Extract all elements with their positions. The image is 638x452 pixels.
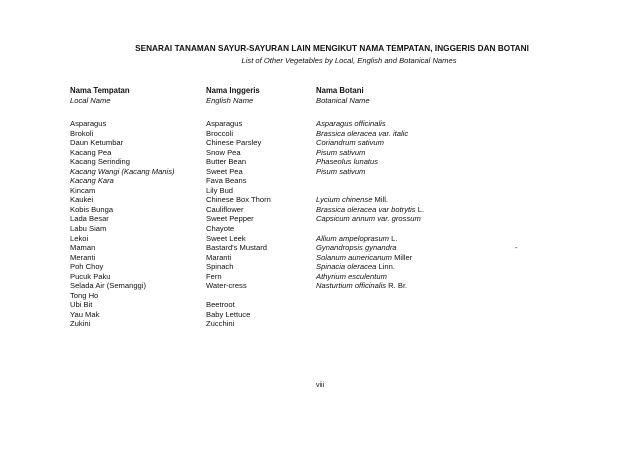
botanical-name-cell (316, 272, 424, 282)
local-name-cell: Kacang Pea (70, 147, 112, 157)
botanical-italic-text: Phaseolus lunatus (316, 157, 379, 167)
local-name-cell: Maman (70, 243, 96, 253)
column-subheader-botanical: Botanical Name (316, 96, 370, 105)
english-name-cell: Lily Bud (206, 185, 234, 195)
botanical-name-cell (316, 319, 424, 329)
local-name-cell: Lada Besar (70, 214, 109, 224)
botanical-name-column (316, 119, 424, 329)
botanical-name-cell (316, 224, 424, 234)
english-name-cell: Baby Lettuce (206, 309, 251, 319)
local-name-cell: Meranti (70, 252, 96, 262)
english-name-cell: Zucchini (206, 319, 235, 329)
local-name-cell: Kincam (70, 185, 96, 195)
english-name-cell: Butter Bean (206, 157, 247, 167)
botanical-name-cell (316, 138, 424, 148)
botanical-italic-text: Lycium chinense (316, 195, 373, 205)
botanical-italic-text: Spinacia oleracea (316, 262, 377, 272)
english-name-cell: Spinach (206, 262, 234, 272)
botanical-italic-text: Nasturtium officinalis (316, 281, 387, 291)
local-name-cell: Ubi Bit (70, 300, 93, 310)
column-header-english: Nama Inggeris (206, 86, 260, 95)
botanical-name-cell (316, 234, 424, 244)
botanical-name-cell (316, 253, 424, 263)
local-name-cell: Brokoli (70, 128, 94, 138)
column-header-local: Nama Tempatan (70, 86, 130, 95)
botanical-name-cell (316, 214, 424, 224)
local-name-cell: Tong Ho (70, 290, 99, 300)
botanical-italic-text: Allium ampeloprasum (316, 233, 390, 243)
botanical-name-cell (316, 157, 424, 167)
english-name-cell: Fava Beans (206, 176, 247, 186)
botanical-name-cell (316, 300, 424, 310)
local-name-column (70, 119, 175, 329)
english-name-cell: Beetroot (206, 300, 235, 310)
botanical-name-cell (316, 129, 424, 139)
column-subheader-local: Local Name (70, 96, 111, 105)
page-subtitle: List of Other Vegetables by Local, English and Botanical Names (241, 56, 457, 65)
botanical-italic-text: Pisum sativum (316, 147, 366, 157)
stray-mark: - (515, 243, 518, 252)
local-name-cell: Poh Choy (70, 262, 104, 272)
botanical-name-cell (316, 119, 424, 129)
botanical-italic-text: Brassica oleracea var. italic (316, 128, 409, 138)
column-header-botanical: Nama Botani (316, 86, 364, 95)
english-name-cell: Chayote (206, 224, 235, 234)
local-name-cell: Kobis Bunga (70, 204, 114, 214)
botanical-author-text: Miller (391, 252, 413, 262)
english-name-cell: Chinese Parsley (206, 138, 262, 148)
english-name-cell: Sweet Pea (206, 166, 243, 176)
english-name-cell: Cauliflower (206, 204, 244, 214)
english-name-cell: Asparagus (206, 119, 243, 128)
column-subheader-english: English Name (206, 96, 254, 105)
local-name-cell: Zukini (70, 319, 91, 329)
local-name-cell: Selada Air (Semanggi) (70, 281, 146, 291)
botanical-author-text: Mill. (372, 195, 389, 205)
page-number: viii (316, 382, 325, 389)
local-name-cell: Pucuk Paku (70, 271, 111, 281)
english-name-cell: Chinese Box Thorn (206, 195, 271, 205)
english-name-cell: Water-cress (206, 281, 247, 291)
botanical-name-cell (316, 148, 424, 158)
local-name-cell: Kacang Serinding (70, 157, 130, 167)
botanical-italic-text: Coriandrum sativum (316, 138, 384, 148)
english-name-cell: Maranti (206, 252, 232, 262)
local-name-cell: Labu Siam (70, 224, 107, 234)
botanical-name-cell (316, 310, 424, 320)
english-name-cell: Fern (206, 271, 222, 281)
english-name-cell: Broccoli (206, 128, 234, 138)
botanical-name-cell (316, 167, 424, 177)
botanical-author-text: L. (389, 233, 398, 243)
english-name-column (206, 119, 271, 329)
botanical-author-text: R. Br. (386, 281, 408, 291)
botanical-author-text: Linn. (376, 262, 395, 272)
botanical-name-cell (316, 262, 424, 272)
local-name-cell: Asparagus (70, 119, 107, 128)
local-name-cell: Daun Ketumbar (70, 138, 124, 148)
botanical-italic-text: Gynandropsis gynandra (316, 243, 397, 253)
botanical-name-cell (316, 176, 424, 186)
botanical-author-text: L. (415, 204, 425, 214)
english-name-cell: Sweet Leek (206, 233, 246, 243)
botanical-name-cell (316, 195, 424, 205)
botanical-name-cell (316, 243, 424, 253)
botanical-name-cell (316, 186, 424, 196)
botanical-italic-text: Athyrium esculentum (316, 271, 387, 281)
botanical-italic-text: Solanum aunericanum (316, 252, 392, 262)
local-name-cell: Kaukei (70, 195, 94, 205)
local-name-cell: Kacang Kara (70, 176, 114, 186)
botanical-italic-text: Capsicum annum var. grossum (316, 214, 421, 224)
english-name-cell: Snow Pea (206, 147, 241, 157)
local-name-cell: Yau Mak (70, 309, 100, 319)
botanical-italic-text: Pisum sativum (316, 166, 366, 176)
local-name-cell: Kacang Wangi (Kacang Manis) (70, 166, 175, 176)
page-title: SENARAI TANAMAN SAYUR-SAYURAN LAIN MENGIKUT NAMA TEMPATAN, INGGERIS DAN BOTANI (135, 44, 529, 53)
botanical-name-cell (316, 205, 424, 215)
botanical-name-cell (316, 281, 424, 291)
botanical-italic-text: Brassica oleracea var botrytis (316, 204, 416, 214)
local-name-cell: Lekoi (70, 233, 89, 243)
english-name-cell: Sweet Pepper (206, 214, 254, 224)
english-name-cell: Bastard's Mustard (206, 243, 267, 253)
botanical-italic-text: Asparagus officinalis (316, 119, 386, 128)
english-name-cell (206, 291, 271, 301)
botanical-name-cell (316, 291, 424, 301)
